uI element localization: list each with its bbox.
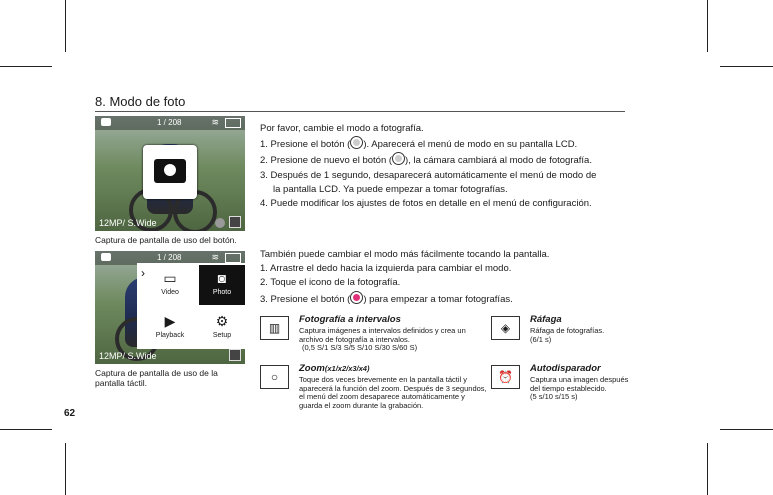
mode-video-button[interactable] <box>147 265 193 305</box>
crop-mark <box>707 443 708 495</box>
camera-mode-icon <box>101 118 111 126</box>
mode-label: Setup <box>212 332 232 339</box>
instruction-intro: También puede cambiar el modo más fácilmente tocando la pantalla. <box>260 249 550 260</box>
feature-name: Autodisparador <box>530 363 601 374</box>
battery-icon <box>225 253 241 263</box>
mode-photo-button[interactable] <box>199 265 245 305</box>
resolution-label: 12MP/ S.Wide <box>99 218 157 228</box>
section-title: 8. Modo de foto <box>95 94 186 109</box>
crop-mark <box>707 0 708 52</box>
shot-counter: 1 / 208 <box>157 118 182 127</box>
crop-mark <box>65 443 66 495</box>
instruction-step: 3. Después de 1 segundo, desaparecerá automáticamente el menú de modo de <box>260 169 597 181</box>
crop-mark <box>65 0 66 52</box>
camera-icon: ◙ <box>217 270 227 286</box>
menu-corner-icon <box>229 216 241 228</box>
mode-menu <box>137 263 245 349</box>
feature-name: Zoom(x1/x2/x3/x4) <box>299 363 370 374</box>
instruction-step: 2. Toque el icono de la fotografía. <box>260 277 401 289</box>
interval-icon: ▥ <box>268 321 281 335</box>
mode-label: Photo <box>212 289 232 296</box>
battery-icon <box>225 118 241 128</box>
caption-touch-usage: Captura de pantalla de uso de la pantalla táctil. <box>95 368 218 388</box>
mode-playback-button[interactable] <box>147 308 193 348</box>
caption-button-usage: Captura de pantalla de uso del botón. <box>95 235 237 245</box>
feature-name: Fotografía a intervalos <box>299 314 401 325</box>
mode-setup-button[interactable] <box>199 308 245 348</box>
wifi-icon: ≋ <box>211 252 219 262</box>
play-icon: ▶ <box>164 313 176 329</box>
instruction-step: 2. Presione de nuevo el botón ( ), la cámara cambiará al modo de fotografía. <box>260 152 596 168</box>
shot-counter: 1 / 208 <box>157 253 182 262</box>
instruction-step: la pantalla LCD. Ya puede empezar a tomar fotografías. <box>273 183 508 195</box>
mode-label: Video <box>161 289 179 296</box>
feature-desc: Ráfaga de fotografías. (6/1 s) <box>530 326 605 344</box>
camera-lens-icon <box>164 164 176 176</box>
instruction-step: 3. Presione el botón ( ) para empezar a tomar fotografías. <box>260 291 549 307</box>
crop-mark <box>0 66 52 67</box>
feature-desc: Captura imágenes a intervalos definidos y crea un archivo de fotografía a intervalos. (0,5 S/1 S/3 S/5 S/10 S/30 S/60 S) <box>299 326 466 353</box>
alarm-clock-icon: ⏰ <box>498 370 513 384</box>
feature-desc: Captura una imagen después del tiempo establecido. (5 s/10 s/15 s) <box>530 375 629 402</box>
mode-button-icon <box>392 152 405 165</box>
instruction-step: 1. Presione el botón ( ). Aparecerá el menú de modo en su pantalla LCD. <box>260 136 596 152</box>
feature-name: Ráfaga <box>530 314 562 325</box>
menu-corner-icon <box>229 349 241 361</box>
camera-mode-icon <box>101 253 111 261</box>
crop-mark <box>720 429 773 430</box>
chevron-right-icon[interactable]: › <box>141 266 145 280</box>
instructions-button <box>260 122 596 211</box>
instruction-step: 4. Puede modificar los ajustes de fotos en detalle en el menú de configuración. <box>260 198 592 210</box>
feature-desc: Toque dos veces brevemente en la pantalla táctil y aparecerá la función del zoom. Después de 3 segundos, el menú del zoom desaparece automáticamente y guarda el zoom durante la grabación. <box>299 375 487 410</box>
mode-button-icon <box>350 136 363 149</box>
crop-mark <box>720 66 773 67</box>
magnifier-icon: ○ <box>270 370 279 384</box>
resolution-label: 12MP/ S.Wide <box>99 351 157 361</box>
mode-label: Playback <box>155 332 185 339</box>
instruction-step: 1. Arrastre el dedo hacia la izquierda para cambiar el modo. <box>260 263 512 275</box>
layers-icon: ◈ <box>500 321 511 335</box>
instructions-touch <box>260 248 549 307</box>
photo-mode-button[interactable] <box>143 145 197 199</box>
shutter-button-icon <box>350 291 363 304</box>
wifi-icon: ≋ <box>211 117 219 127</box>
crop-mark <box>0 429 52 430</box>
instruction-intro: Por favor, cambie el modo a fotografía. <box>260 123 424 134</box>
title-rule <box>95 111 625 112</box>
gear-icon: ⚙ <box>215 313 229 329</box>
page-number: 62 <box>64 408 76 419</box>
shutter-indicator-icon <box>215 218 225 228</box>
video-icon: ▭ <box>163 270 177 286</box>
